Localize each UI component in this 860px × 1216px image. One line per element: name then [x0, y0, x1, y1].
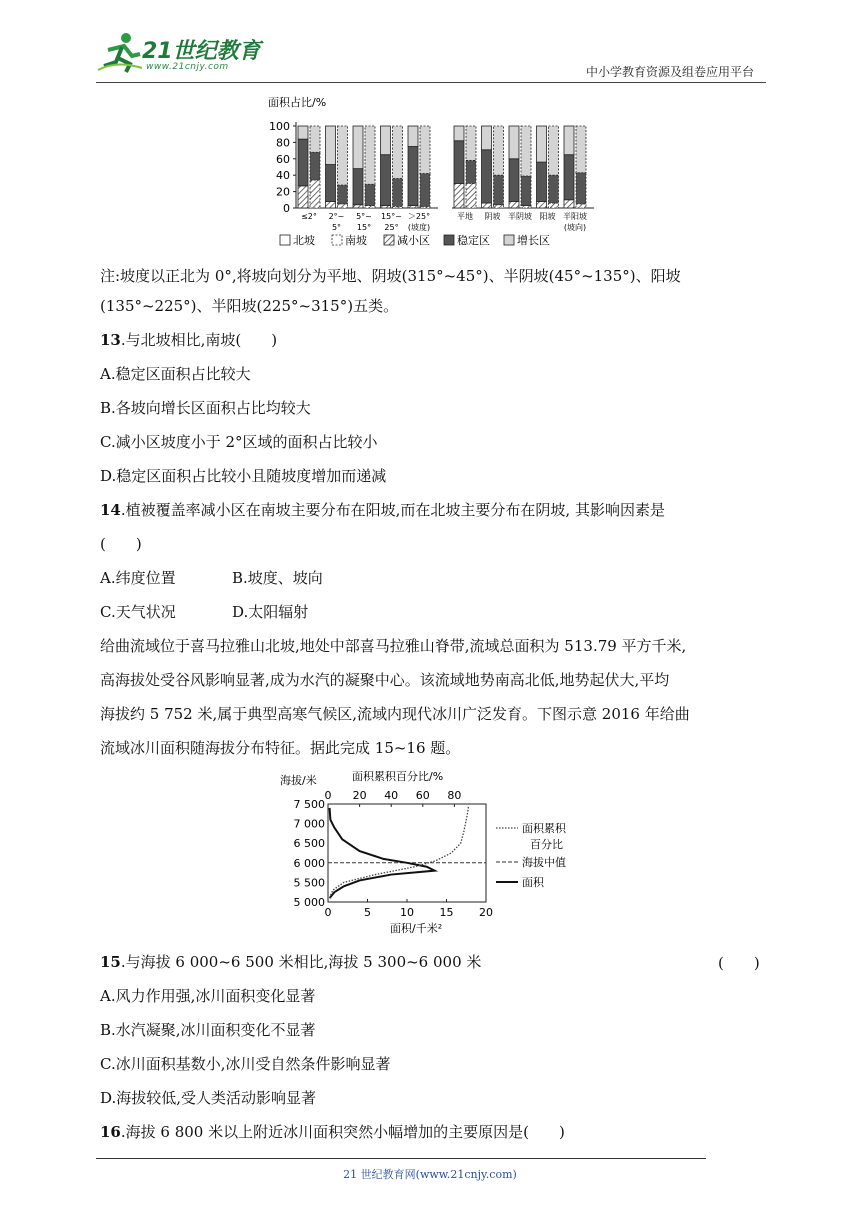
fig1-category-label: 阴坡 — [484, 212, 501, 221]
fig1-bar-north-increase — [564, 126, 574, 155]
fig1-ytick: 80 — [276, 136, 290, 150]
fig1-bar-north-stable — [509, 159, 519, 202]
fig1-bar-north-stable — [537, 162, 547, 201]
slope-area-chart — [262, 94, 602, 254]
fig1-bar-north-increase — [353, 126, 363, 169]
fig1-category-label: (坡度) — [407, 223, 431, 232]
fig1-bar-north-stable — [482, 150, 492, 203]
fig1-bar-south-stable — [420, 174, 430, 207]
fig1-ytick: 60 — [276, 152, 290, 166]
fig1-ylabel: 面积占比/% — [268, 96, 327, 109]
q15-number: 15 — [100, 953, 121, 971]
fig2-xtick: 5 — [364, 906, 371, 919]
fig1-bar-north-decrease — [454, 183, 464, 208]
fig2-ytick: 7 500 — [293, 798, 325, 811]
q15-option-b: B.水汽凝聚,冰川面积变化不显著 — [100, 1021, 316, 1039]
fig2-ytick: 5 500 — [293, 876, 325, 890]
q13-number: 13 — [100, 331, 121, 349]
fig1-bar-north-stable — [381, 155, 391, 206]
glacier-elevation-chart — [278, 768, 588, 938]
fig1-bar-north-stable — [454, 141, 464, 184]
fig1-bar-north-increase — [482, 126, 492, 150]
fig1-bar-north-decrease — [537, 201, 547, 208]
fig2-ytick: 5 000 — [293, 896, 325, 909]
question-15 — [100, 952, 481, 972]
fig1-bar-south-stable — [393, 178, 403, 206]
fig1-category-label: 平地 — [457, 212, 473, 221]
fig1-bar-south-increase — [494, 126, 504, 175]
q16-number: 16 — [100, 1123, 121, 1141]
q15-paren: ( ) — [718, 954, 760, 972]
fig1-category-label: 半阳坡 — [563, 212, 587, 221]
fig1-category-label: 5°~ — [356, 212, 372, 221]
fig1-bar-north-increase — [509, 126, 519, 159]
passage-line-2: 高海拔处受谷风影响显著,成为水汽的凝聚中心。该流域地势南高北低,地势起伏大,平均 — [100, 671, 670, 689]
fig1-legend-swatch — [504, 235, 514, 245]
note-line-2: (135°~225°)、半阳坡(225°~315°)五类。 — [100, 297, 399, 315]
fig1-bar-south-stable — [494, 175, 504, 205]
fig1-bar-south-increase — [549, 126, 559, 175]
fig1-bar-south-stable — [521, 176, 531, 206]
q14-stem: .植被覆盖率减小区在南坡主要分布在阳坡,而在北坡主要分布在阴坡, 其影响因素是 — [120, 501, 665, 519]
fig1-bar-south-increase — [365, 126, 375, 184]
fig1-legend-swatch — [444, 235, 454, 245]
fig2-x2tick: 40 — [384, 789, 399, 802]
q15-option-c: C.冰川面积基数小,冰川受自然条件影响显著 — [100, 1055, 391, 1073]
q15-option-d: D.海拔较低,受人类活动影响显著 — [100, 1089, 317, 1107]
fig1-category-label: 25° — [384, 223, 399, 232]
q16-stem: .海拔 6 800 米以上附近冰川面积突然小幅增加的主要原因是( ) — [120, 1123, 565, 1141]
q14-option-b: B.坡度、坡向 — [232, 569, 323, 587]
fig1-ytick: 40 — [276, 169, 290, 183]
fig1-bar-south-decrease — [549, 203, 559, 208]
fig1-bar-north-increase — [298, 126, 308, 139]
q15-option-a: A.风力作用强,冰川面积变化显著 — [100, 987, 316, 1005]
legend-median: 海拔中值 — [522, 856, 566, 869]
fig1-category-label: ≤2° — [301, 212, 317, 221]
fig1-legend-swatch — [332, 235, 342, 245]
platform-title: 中小学教育资源及组卷应用平台 — [585, 65, 754, 79]
fig2-ylabel: 海拔/米 — [280, 774, 317, 787]
fig1-bar-north-stable — [298, 139, 308, 186]
fig1-bar-north-increase — [537, 126, 547, 162]
fig2-x2label: 面积累积百分比/% — [352, 770, 444, 783]
fig1-bar-north-decrease — [482, 203, 492, 208]
fig2-x2tick: 60 — [415, 789, 430, 802]
passage-line-1: 给曲流域位于喜马拉雅山北坡,地处中部喜马拉雅山脊带,流域总面积为 513.79 平方千米, — [100, 637, 687, 655]
fig1-category-label: 半阴坡 — [508, 212, 532, 221]
question-16 — [100, 1122, 565, 1142]
fig1-bar-south-decrease — [521, 206, 531, 208]
fig1-bar-south-stable — [576, 173, 586, 204]
fig1-bar-south-increase — [466, 126, 476, 160]
fig1-ytick: 20 — [276, 185, 290, 199]
fig1-bar-north-stable — [408, 147, 418, 206]
note-line-1: 注:坡度以正北为 0°,将坡向划分为平地、阴坡(315°~45°)、半阴坡(45°~135°)、阳坡 — [100, 267, 681, 285]
q13-option-d: D.稳定区面积占比较小且随坡度增加而递减 — [100, 467, 387, 485]
legend-cumulative-2: 百分比 — [530, 838, 563, 851]
question-13 — [100, 330, 277, 350]
fig2-xtick: 0 — [324, 906, 332, 919]
legend-area: 面积 — [522, 876, 544, 889]
fig1-bar-south-stable — [365, 184, 375, 205]
q15-stem: .与海拔 6 000~6 500 米相比,海拔 5 300~6 000 米 — [120, 953, 482, 971]
logo-url: www.21cnjy.com — [146, 62, 229, 72]
passage-line-3: 海拔约 5 752 米,属于典型高寒气候区,流域内现代冰川广泛发育。下图示意 2016 年给曲 — [100, 705, 690, 723]
page-header — [96, 30, 766, 83]
fig1-bar-north-stable — [564, 155, 574, 200]
legend-cumulative: 面积累积 — [522, 822, 566, 835]
fig1-bar-north-decrease — [353, 205, 363, 208]
fig1-bar-north-decrease — [564, 200, 574, 208]
fig1-bar-south-decrease — [494, 205, 504, 208]
fig1-bar-north-decrease — [509, 201, 519, 208]
fig2-x2tick: 0 — [324, 789, 332, 802]
fig2-ytick: 6 500 — [293, 837, 325, 851]
page-footer: 21 世纪教育网(www.21cnjy.com) — [343, 1168, 517, 1181]
fig1-category-label: 15°~ — [381, 212, 402, 221]
fig1-category-label: ＞25° — [407, 212, 431, 221]
fig1-legend-label: 稳定区 — [457, 234, 490, 247]
fig2-area-line — [330, 808, 435, 898]
fig2-xtick: 20 — [479, 906, 493, 919]
fig1-legend-swatch — [280, 235, 290, 245]
fig1-bar-south-decrease — [338, 204, 348, 208]
q14-option-c: C.天气状况 — [100, 603, 176, 621]
fig2-xlabel: 面积/千米² — [390, 922, 443, 935]
fig1-legend-label: 增长区 — [517, 234, 550, 247]
fig1-bar-south-decrease — [310, 180, 320, 208]
fig1-bar-south-increase — [420, 126, 430, 174]
question-14 — [100, 500, 665, 520]
logo-text: 21世纪教育 — [142, 39, 261, 64]
fig2-x2tick: 80 — [447, 789, 462, 802]
q14-paren: ( ) — [100, 535, 142, 553]
fig1-category-label: (坡向) — [563, 223, 587, 232]
fig1-category-label: 2°~ — [328, 212, 345, 221]
fig1-bar-north-increase — [408, 126, 418, 147]
fig1-bar-north-increase — [326, 126, 336, 165]
fig1-bar-south-stable — [466, 160, 476, 183]
fig1-ytick: 100 — [269, 120, 290, 133]
fig1-category-label: 阳坡 — [539, 212, 556, 221]
q14-option-d: D.太阳辐射 — [232, 603, 309, 621]
fig1-bar-north-stable — [326, 165, 336, 202]
fig1-legend-label: 南坡 — [345, 234, 367, 247]
fig2-xtick: 10 — [400, 906, 414, 919]
site-logo — [96, 30, 266, 78]
fig2-x2tick: 20 — [352, 789, 367, 802]
fig1-bar-south-increase — [310, 126, 320, 152]
fig1-bar-south-increase — [576, 126, 586, 173]
fig1-category-label: 15° — [356, 223, 372, 232]
fig1-legend-label: 减小区 — [397, 234, 430, 247]
passage-line-4: 流域冰川面积随海拔分布特征。据此完成 15~16 题。 — [100, 739, 461, 757]
q14-number: 14 — [100, 501, 121, 519]
fig1-bar-south-decrease — [420, 206, 430, 208]
q14-option-a: A.纬度位置 — [100, 569, 176, 587]
fig1-bar-north-stable — [353, 169, 363, 205]
q13-option-c: C.减小区坡度小于 2°区域的面积占比较小 — [100, 433, 378, 451]
q13-option-a: A.稳定区面积占比较大 — [100, 365, 251, 383]
fig1-bar-south-stable — [310, 152, 320, 180]
fig1-bar-north-decrease — [326, 201, 336, 208]
fig2-ytick: 7 000 — [293, 817, 325, 831]
runner-logo-icon — [96, 30, 144, 74]
fig2-plot-frame — [328, 804, 486, 902]
fig1-legend-swatch — [384, 235, 394, 245]
q13-option-b: B.各坡向增长区面积占比均较大 — [100, 399, 311, 417]
fig1-bar-south-stable — [549, 175, 559, 203]
fig1-bar-south-stable — [338, 185, 348, 204]
fig1-ytick: 0 — [283, 202, 290, 215]
q13-stem: .与北坡相比,南坡( ) — [120, 331, 278, 349]
fig1-legend-label: 北坡 — [293, 234, 315, 247]
fig1-bar-south-decrease — [576, 204, 586, 208]
fig1-bar-north-increase — [381, 126, 391, 155]
fig1-bar-south-increase — [393, 126, 403, 178]
fig1-bar-south-increase — [521, 126, 531, 176]
fig2-xtick: 15 — [439, 906, 454, 919]
fig2-ytick: 6 000 — [293, 856, 325, 870]
fig1-bar-south-decrease — [466, 183, 476, 208]
footer-rule — [96, 1158, 706, 1159]
fig1-bar-north-decrease — [298, 186, 308, 208]
fig1-category-label: 5° — [331, 223, 342, 232]
fig1-bar-south-increase — [338, 126, 348, 185]
fig1-bar-north-increase — [454, 126, 464, 141]
